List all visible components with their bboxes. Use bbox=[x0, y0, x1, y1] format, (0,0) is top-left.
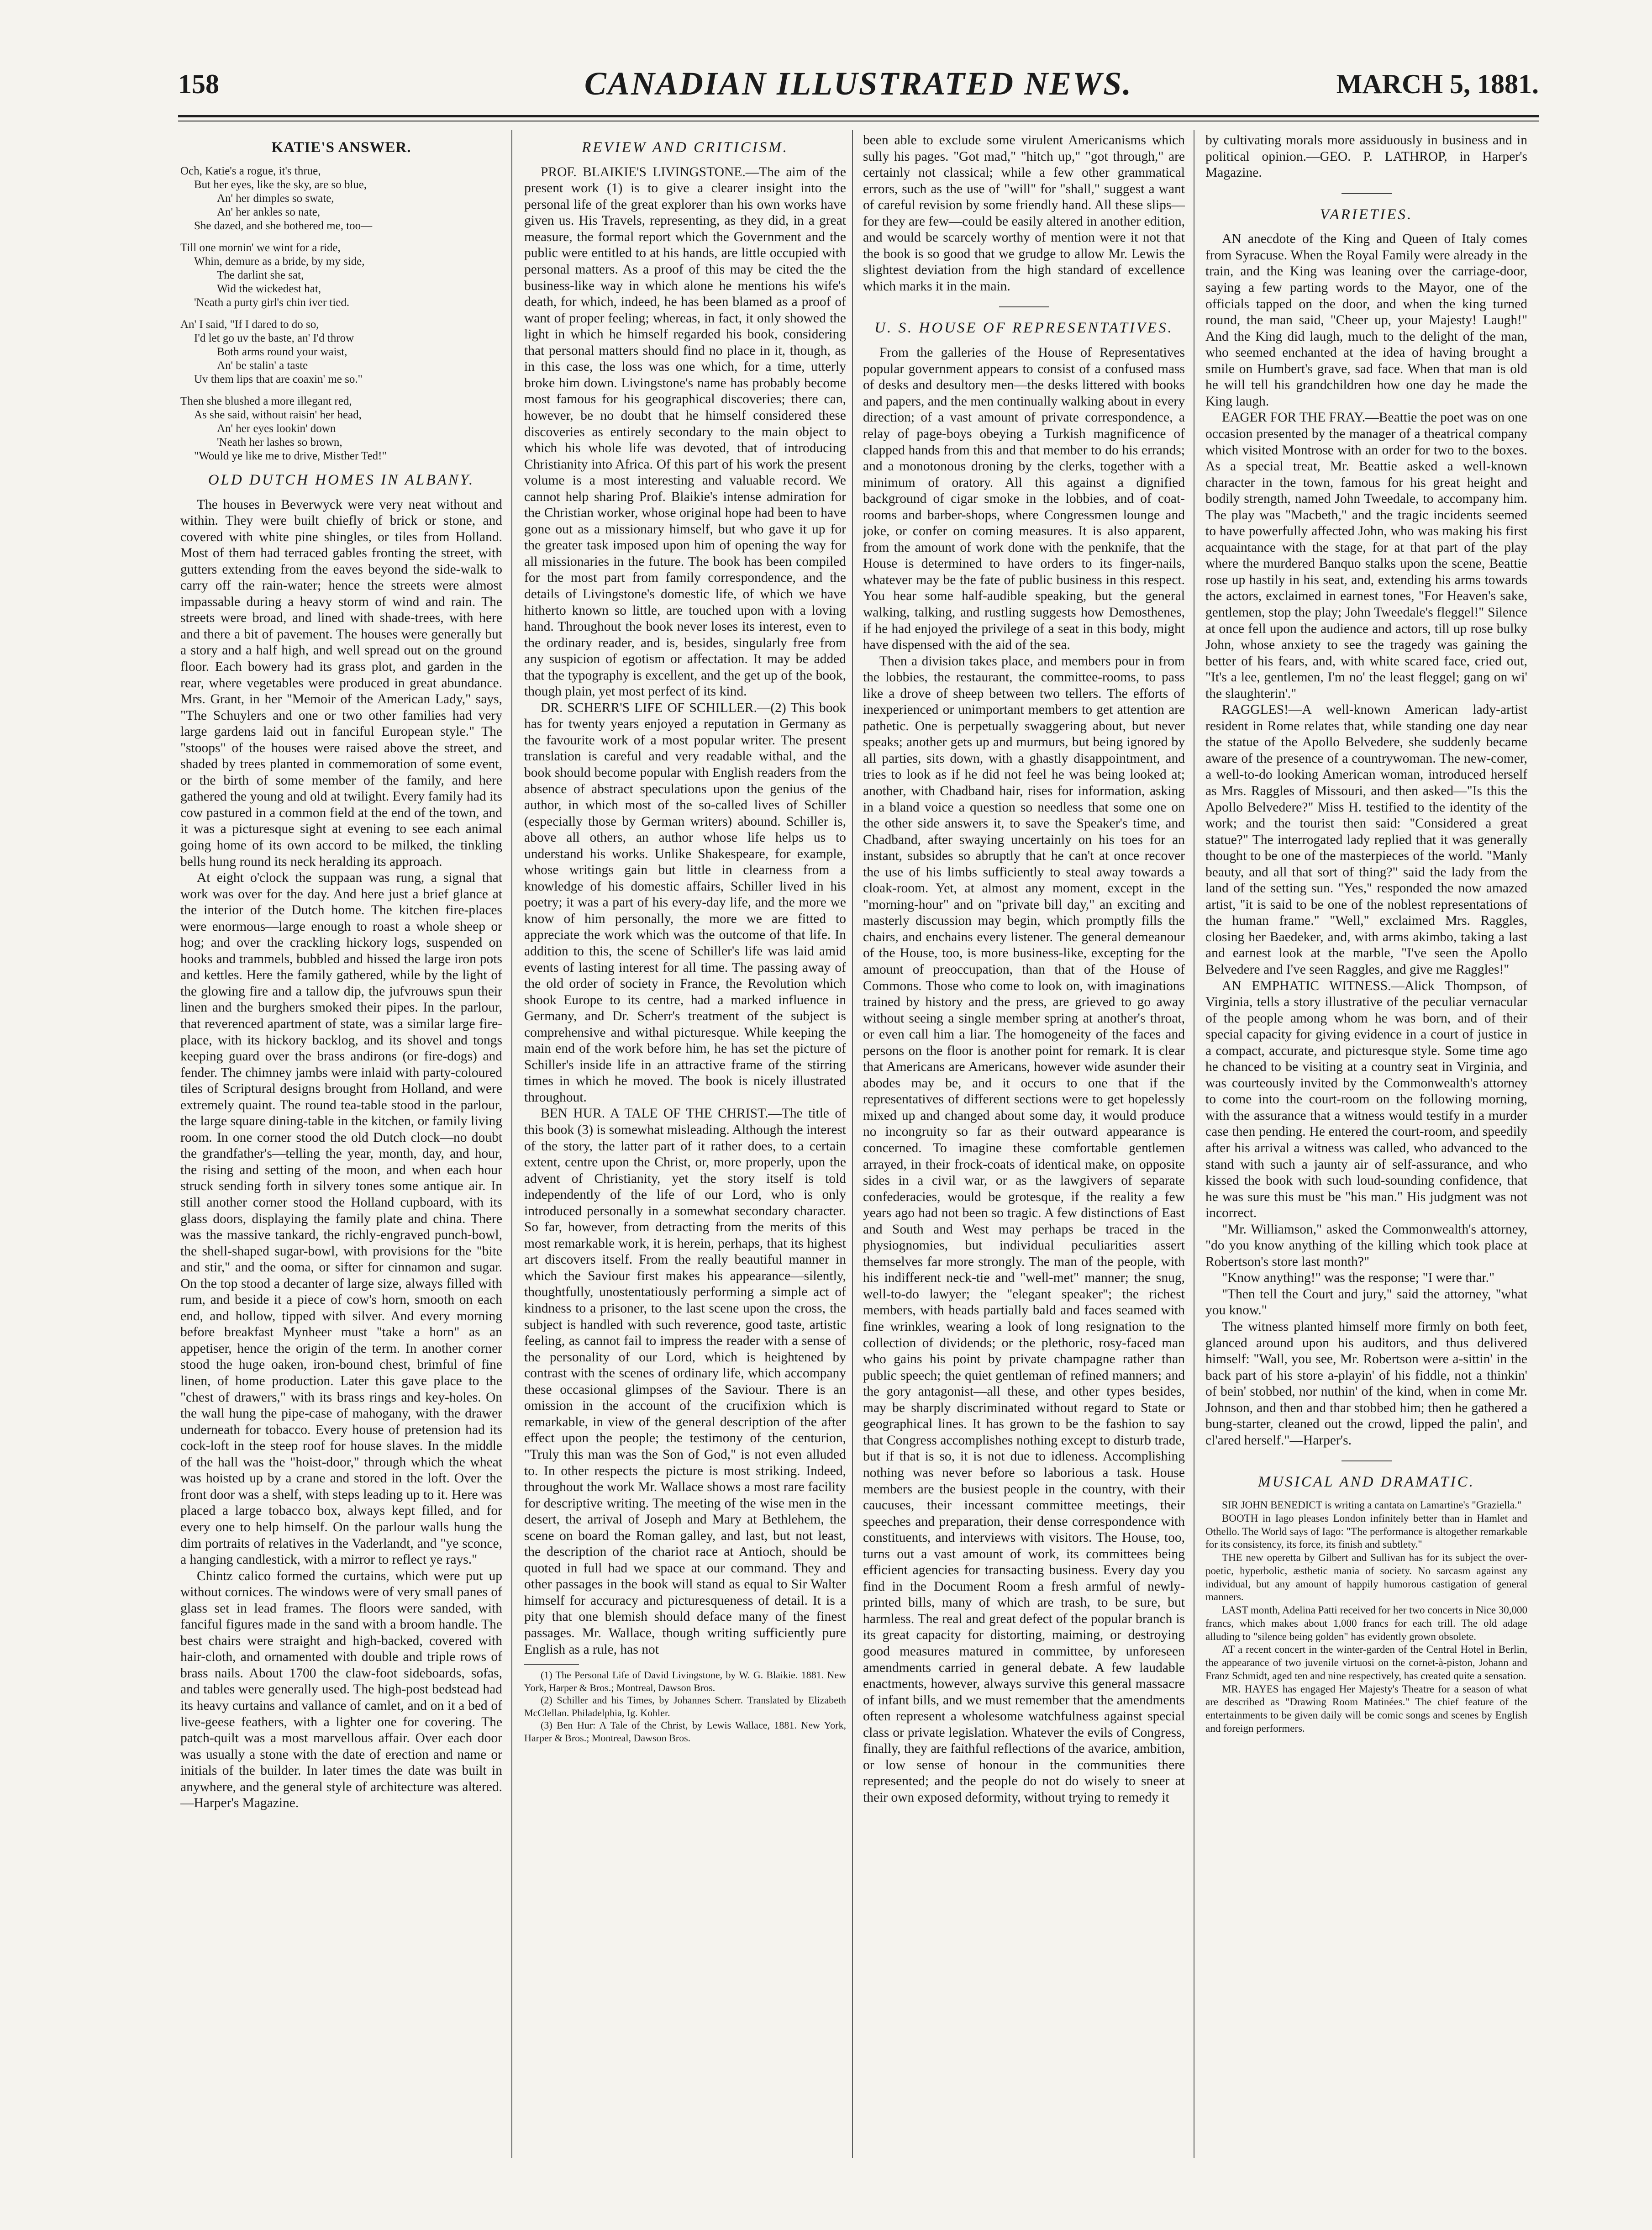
footnote: (2) Schiller and his Times, by Johannes Scherr. Translated by Elizabeth McClellan. Philadelphia, Ig. Kohler. bbox=[524, 1694, 846, 1719]
separator bbox=[999, 306, 1049, 307]
poem-line: "Would ye like me to drive, Misther Ted!" bbox=[194, 449, 387, 462]
header-rule bbox=[178, 115, 1539, 117]
issue-date: MARCH 5, 1881. bbox=[1336, 69, 1539, 99]
variety-item: The witness planted himself more firmly on both feet, glanced around upon his auditors, and thus delivered himself: "Wall, you see, Mr. Robertson were a-sittin' in the back part of his store a-playin' of his fiddle, not a thinkin' of bein' stobbed, nor nuthin' of the kind, when in come Mr. Johnson, and then and thar stobbed him; then he gathered a bung-starter, cleaned out the crowd, lipped the palin', and cl'ared herself."—Harper's. bbox=[1205, 1319, 1527, 1448]
poem bbox=[180, 164, 502, 463]
poem-line: Both arms round your waist, bbox=[217, 345, 347, 358]
poem-line: An' her dimples so swate, bbox=[217, 192, 334, 205]
music-item: SIR JOHN BENEDICT is writing a cantata on Lamartine's "Graziella." bbox=[1222, 1499, 1522, 1511]
poem-line: 'Neath a purty girl's chin iver tied. bbox=[194, 296, 350, 309]
poem-line: Whin, demure as a bride, by my side, bbox=[194, 255, 365, 268]
column-1 bbox=[180, 132, 502, 2156]
paragraph: Chintz calico formed the curtains, which were put up without cornices. The windows were of very small panes of glass set in lead frames. The floors were sanded, with fanciful figures made in the sand with a broom handle. The best chairs were straight and high-backed, covered with hair-cloth, and ornamented with double and triple rows of brass nails. About 1700 the claw-foot sideboards, sofas, and tables were generally used. The high-post bedstead had its heavy curtains and vallance of camlet, and on it a bed of live-geese feathers, with a lighter one for covering. The patch-quilt was a most marvellous affair. Over each door was usually a stone with the date of erection and name or initials of the builder. In later times the date was built in anywhere, and the general style of architecture was altered.—Harper's Magazine. bbox=[180, 1568, 502, 1811]
continued-text: been able to exclude some virulent Americanisms which sully his pages. "Got mad," "hitch up," "got through," are certainly not classical; while a few other grammatical errors, such as the use of "will" for "shall," suggest a want of careful revision by some friendly hand. All these slips—for they are few—could be easily altered in another edition, and would be scarcely worthy of mention were it not that the book is so good that we grudge to allow Mr. Lewis the slightest deviation from the high standard of excellence which marks it in the main. bbox=[863, 133, 1185, 294]
article-title: OLD DUTCH HOMES IN ALBANY. bbox=[208, 471, 475, 488]
poem-line: Then she blushed a more illegant red, bbox=[180, 395, 352, 407]
varieties bbox=[1205, 231, 1527, 1449]
poem-line: The darlint she sat, bbox=[217, 269, 304, 281]
poem-line: An' I said, "If I dared to do so, bbox=[180, 318, 319, 331]
poem-line: 'Neath her lashes so brown, bbox=[217, 436, 342, 448]
section-title: VARIETIES. bbox=[1320, 206, 1413, 223]
footnote: (3) Ben Hur: A Tale of the Christ, by Lewis Wallace, 1881. New York, Harper & Bros.; Montreal, Dawson Bros. bbox=[524, 1719, 846, 1744]
music-title: MUSICAL AND DRAMATIC. bbox=[1258, 1474, 1475, 1491]
variety-item: EAGER FOR THE FRAY.—Beattie the poet was on one occasion presented by the manager of a theatrical company which visited Montrose with an order for two to the boxes. As a special treat, Mr. Beattie asked a well-known character in the town, famous for his great height and bodily strength, named John Tweedale, to accompany him. The play was "Macbeth," and the tragic incidents seemed to have powerfully affected John, who was making his first acquaintance with the stage, for at that part of the play where the murdered Banquo stalks upon the scene, Beattie rose up hastily in his seat, and, extending his arms towards the actors, exclaimed in earnest tones, "For Heaven's sake, gentlemen, stop the play; John Tweedale's fleggel!" Silence at once fell upon the audience and actors, till up rose bulky John, whose anxiety to see the tragedy was gaining the better of his fears, and, with white scared face, cried out, "It's a lee, gentlemen, I'm no' the least fleggel; gang on wi' the slaughterin'." bbox=[1205, 410, 1527, 701]
variety-item: "Know anything!" was the response; "I were thar." bbox=[1222, 1271, 1495, 1286]
music-item: BOOTH in Iago pleases London infinitely better than in Hamlet and Othello. The World says of Iago: "The performance is altogether remarkable for its consistency, its force, its finish and subtlety." bbox=[1205, 1512, 1527, 1550]
variety-item: RAGGLES!—A well-known American lady-artist resident in Rome relates that, while standing one day near the statue of the Apollo Belvedere, she suddenly became aware of the presence of a countrywoman. The new-comer, a well-to-do looking American woman, introduced herself as Mrs. Raggles of Missouri, and then asked—"Is this the Apollo Belvedere?" Miss H. testified to the identity of the work; and the tourist then said: "Considered a great statue?" The interrogated lady replied that it was generally thought to be one of the masterpieces of the world. "Manly beauty, and all that sort of thing?" said the lady from the land of the setting sun. "Yes," responded the now amazed artist, "it is said to be one of the noblest representations of the human frame." "Well," exclaimed Mrs. Raggles, closing her Baedeker, and, with arms akimbo, taking a last and earnest look at the marble, "I've seen the Apollo Belvedere and I've seen Raggles, and give me Raggles!" bbox=[1205, 702, 1527, 977]
column-2 bbox=[524, 132, 846, 2156]
poem-stanza bbox=[180, 241, 502, 310]
article-body bbox=[180, 497, 502, 1812]
poem-line: An' her ankles so nate, bbox=[217, 206, 320, 218]
separator bbox=[1342, 193, 1392, 194]
poem-line: But her eyes, like the sky, are so blue, bbox=[194, 178, 367, 191]
poem-title: KATIE'S ANSWER. bbox=[271, 139, 411, 156]
continued-text: by cultivating morals more assiduously in business and in political opinion.—GEO. P. LATHROP, in Harper's Magazine. bbox=[1205, 133, 1527, 180]
poem-stanza bbox=[180, 164, 502, 233]
variety-item: "Then tell the Court and jury," said the attorney, "what you know." bbox=[1205, 1286, 1527, 1318]
paragraph: At eight o'clock the suppaan was rung, a signal that work was over for the day. And here just a brief glance at the interior of the Dutch home. The kitchen fire-places were enormous—large enough to roast a whole sheep or hog; and over the crackling hickory logs, suspended on hooks and trammels, bubbled and hissed the large iron pots and kettles. Here the family gathered, while by the light of the glowing fire and a tallow dip, the jufvrouws spun their linen and the burghers smoked their pipes. In the parlour, that reverenced apartment of state, was a similar large fire-place, with its hickory backlog, and its shovel and tongs keeping guard over the brass andirons (or fire-dogs) and fender. The chimney jambs were inlaid with party-coloured tiles of Scriptural designs brought from Holland, and were extremely quaint. The round tea-table stood in the parlour, the large square dining-table in the kitchen, or family living room. In one corner stood the old Dutch clock—no doubt the grandfather's—telling the year, month, day, and hour, the rising and setting of the moon, and when each hour struck sending forth in silvery tones some antique air. In still another corner stood the Holland cupboard, with its glass doors, displaying the family plate and china. There was the massive tankard, the richly-engraved punch-bowl, the shell-shaped sugar-bowl, with provisions for the "bite and stir," and the ooma, or sifter for cinnamon and sugar. On the top stood a decanter of large size, always filled with rum, and beside it a piece of cow's horn, smooth on each end, and hollow, tipped with silver. And every morning before breakfast Mynheer must "take a horn" as an appetiser, hence the origin of the term. In another corner stood the huge oaken, iron-bound chest, brimful of fine linen, of home production. Later this gave place to the "chest of drawers," with its brass rings and key-holes. On the wall hung the pipe-case of mahogany, with the drawer underneath for tobacco. Every house of pretension had its cock-loft in the steep roof for house slaves. In the middle of the hall was the "hoist-door," through which the wheat was hoisted up by a crane and stored in the loft. Over the front door was a shelf, with steps leading up to it. Here was placed a large tobacco box, always kept filled, and for every one to help himself. On the parlour walls hung the dim portraits of relatives in the Vaderlandt, and "ye sconce, a hanging candlestick, with a mirror to reflect ye rays." bbox=[180, 870, 502, 1567]
variety-item: "Mr. Williamson," asked the Commonwealth's attorney, "do you know anything of the killing which took place at Robertson's store last month?" bbox=[1205, 1222, 1527, 1269]
poem-line: An' her eyes lookin' down bbox=[217, 422, 336, 435]
music-items bbox=[1205, 1499, 1527, 1735]
column-divider bbox=[852, 130, 853, 2158]
article-body bbox=[863, 345, 1185, 1806]
poem-line: I'd let go uv the baste, an' I'd throw bbox=[194, 332, 354, 344]
poem-line: She dazed, and she bothered me, too— bbox=[194, 219, 373, 232]
review-paragraph: PROF. BLAIKIE'S LIVINGSTONE.—The aim of the present work (1) is to give a clearer insight into the personal life of the great explorer than his own works have given us. His Travels, representing, as they did, in a great measure, the formal report which the Government and the public were entitled to at his hands, are little occupied with personal matters. As a proof of this may be cited the the business-like way in which alone he mentions his wife's death, for which, indeed, he has been blamed as a proof of want of proper feeling; whereas, in fact, it only showed the light in which he himself regarded his book, considering that personal matters should find no place in it, though, as in this case, the loss was one which, for a time, utterly broke him down. Livingstone's name has probably become most famous for his geographical discoveries; there can, however, be no doubt that he himself considered these discoveries as entirely secondary to the main object to which his whole life was devoted, that of introducing Christianity into Africa. Of this part of his work the present volume is a most interesting and valuable record. We cannot help sharing Prof. Blaikie's intense admiration for the Christian worker, whose original hope had been to have gone out as a missionary himself, but who gave it up for the greater task imposed upon him of opening the way for all missionaries in the future. The book has been compiled for the most part from family correspondence, and the details of Livingstone's domestic life, of which we have hitherto known so little, are touched upon with a loving hand. Throughout the book never loses its interest, even to the ordinary reader, and is, besides, singularly free from any suspicion of egotism or affectation. It may be added that the typography is excellent, and the get up of the book, though plain, yet most perfect of its kind. bbox=[524, 164, 846, 699]
separator bbox=[1342, 1460, 1392, 1461]
section-title: REVIEW AND CRITICISM. bbox=[582, 139, 789, 156]
poem-line: As she said, without raisin' her head, bbox=[194, 408, 362, 421]
paragraph: The houses in Beverwyck were very neat without and within. They were built chiefly of brick or stone, and covered with white pine shingles, or tiles from Holland. Most of them had terraced gables fronting the street, with gutters extending from the eaves beyond the side-walk to carry off the rain-water; hence the streets were almost impassable during a heavy storm of wind and rain. The streets were broad, and lined with shade-trees, with here and there a bit of pavement. The houses were generally but a story and a half high, and well spread out on the ground floor. Each bowery had its grass plot, and garden in the rear, where vegetables were produced in great abundance. Mrs. Grant, in her "Memoir of the American Lady," says, "The Schuylers and one or two other families had very large gardens laid out in fanciful European style." The "stoops" of the houses were raised above the street, and shaded by trees planted in commemoration of some event, or the birth of some member of the family, and here gathered the young and old at twilight. Every family had its cow pastured in a common field at the end of the town, and it was a picturesque sight at evening to see each animal going home of its own accord to be milked, the tinkling bells hung round its neck heralding its approach. bbox=[180, 497, 502, 869]
poem-stanza bbox=[180, 318, 502, 386]
reviews bbox=[524, 164, 846, 1658]
section-title: U. S. HOUSE OF REPRESENTATIVES. bbox=[874, 320, 1173, 337]
column-divider bbox=[511, 130, 512, 2158]
music-item: AT a recent concert in the winter-garden of the Central Hotel in Berlin, the appearance of two juvenile virtuosi on the cornet-à-piston, Johann and Franz Schmidt, aged ten and nine respectively, has created quite a sensation. bbox=[1205, 1644, 1527, 1682]
column-4 bbox=[1205, 132, 1527, 2156]
music-item: MR. HAYES has engaged Her Majesty's Theatre for a season of what are described as "Drawing Room Matinées." The chief feature of the entertainments to be given daily will be comic songs and scenes by English and foreign performers. bbox=[1205, 1683, 1527, 1734]
footnotes bbox=[524, 1669, 846, 1744]
poem-line: Wid the wickedest hat, bbox=[217, 282, 321, 295]
footnote-rule bbox=[524, 1664, 579, 1665]
column-3 bbox=[863, 132, 1185, 2156]
review-paragraph: DR. SCHERR'S LIFE OF SCHILLER.—(2) This book has for twenty years enjoyed a reputation in Germany as the favourite work of a most popular writer. The present translation is careful and very readable withal, and the book should become popular with English readers from the absence of abstract speculations upon the genius of the author, in which most of the so-called lives of Schiller (especially those by German writers) abound. Schiller is, above all others, an author whose life helps us to understand his works. Unlike Shakespeare, for example, whose writings gain but little in clearness from a knowledge of his domestic affairs, Schiller lived in his poetry; it was a part of his every-day life, and the more we know of him personally, the more we are fitted to appreciate the work which was the outcome of that life. In addition to this, the scene of Schiller's life was laid amid events of lasting interest for all time. The passing away of the old order of society in France, the Revolution which shook Europe to its centre, had a marked influence in Germany, and Dr. Scherr's treatment of the subject is comprehensive and withal picturesque. While keeping the main end of the work before him, he has set the picture of Schiller's inside life in an attractive frame of the stirring times in which he moved. The book is nicely illustrated throughout. bbox=[524, 700, 846, 1105]
poem-line: An' be stalin' a taste bbox=[217, 359, 308, 372]
paragraph: Then a division takes place, and members pour in from the lobbies, the restaurant, the committee-rooms, to pass like a drove of sheep between two tellers. The efforts of inexperienced or unimportant members to get attention are pathetic. One is perpetually swaggering about, but never speaks; another gets up and murmurs, but being ignored by all parties, sits down, with a ghastly disappointment, and tries to look as if he did not feel he was being looked at; another, with Chadband hair, rises for information, asking in a bland voice a question so needless that some one on the other side answers it, to save the Speaker's time, and Chadband, after swaying uncertainly on his toes for an instant, subsides so abruptly that he can't at once recover the use of his limbs sufficiently to steal away towards a cloak-room. Yet, at almost any moment, except in the "morning-hour" and on "private bill day," an exciting and masterly discussion may begin, which promptly fills the chairs, and enchains every listener. The general demeanour of the House, too, is more business-like, excepting for the amount of preoccupation, than that of the House of Commons. Those who come to look on, with imaginations trained by history and the press, are grieved to go away without seeing a single member spring at another's throat, or even call him a liar. The homogeneity of the faces and persons on the floor is another point for remark. It is clear that Americans are Americans, however wide asunder their abodes may be, and it occurs to one that if the representatives of different sections were to get hopelessly mixed up and changed about some day, it would produce no incongruity so far as their outward appearance is concerned. To imagine these comfortable gentlemen arrayed, in their frock-coats of identical make, on opposite sides in a civil war, or as the lawgivers of separate confederacies, would be grotesque, if the reality a few years ago had not been so tragic. A few distinctions of East and South and West may perhaps be traced in the physiognomies, but individual peculiarities assert themselves far more strongly. The man of the people, with his indifferent neck-tie and "well-met" manner; the snug, well-to-do lawyer; the "elegant speaker"; the richest members, with heads partially bald and faces seamed with fine wrinkles, wearing a look of long resignation to the collection of dividends; or the plethoric, rosy-faced man who gains his point by private champagne rather than public speech; the quiet gentleman of refined manners; and the gory antagonist—all these, and other types besides, may be sharply discriminated without regard to State or geographical lines. It has grown to be the fashion to say that Congress accomplishes nothing except to disturb trade, but if that is so, it is not due to idleness. Accomplishing nothing was never before so laborious a task. House members are the busiest people in the country, with their caucuses, their incessant committee meetings, their speeches and preparation, their dense correspondence with constituents, and interviews with visitors. The House, too, turns out a vast amount of work, its committees being efficient agencies for transacting business. Every day you find in the Document Room a fresh armful of newly-printed bills, many of which are trash, to be sure, but harmless. The real and great defect of the popular branch is its great capacity for distorting, maiming, or destroying good measures matured in committee, by unforeseen amendments carried in general debate. A few laudable enactments, however, always survive this general massacre of infant bills, and we must remember that the amendments often represent a wholesome watchfulness against special class or private legislation. Whatever the evils of Congress, finally, they are faithful reflections of the avarice, ambition, or low sense of honour in the communities there represented; and the people do not do wisely to sneer at their own exposed deformity, without trying to remedy it bbox=[863, 654, 1185, 1805]
variety-item: AN EMPHATIC WITNESS.—Alick Thompson, of Virginia, tells a story illustrative of the peculiar vernacular of the people among whom he was born, and of their special capacity for giving evidence in a court of justice in a compact, accurate, and picturesque style. Some time ago he chanced to be visiting at a country seat in Virginia, and was courteously invited by the Commonwealth's attorney to come into the court-room on the following morning, with the assurance that a witness would testify in a murder case then pending. He entered the court-room, and speedily after his arrival a witness was called, who advanced to the stand with such a jaunty air of self-assurance, and who kissed the book with such loud-sounding confidence, that he was sure this must be "his man." His judgment was not incorrect. bbox=[1205, 978, 1527, 1221]
paragraph: From the galleries of the House of Representatives popular government appears to consist of a confused mass of desks and desultory men—the desks littered with books and papers, and the men continually walking about in every direction; of a vast amount of private correspondence, a relay of page-boys obeying a Turkish magnificence of clapped hands from this and that member to do his errands; and a monotonous droning by the clerks, together with a minimum of oratory. All this against a dignified background of cigar smoke in the lobbies, and of coat-rooms and barber-shops, where Congressmen lounge and joke, or confer on coming measures. It is also apparent, from the amount of work done with the penknife, that the House is determined to have orders to its finger-nails, whatever may be the fate of public business in this respect. You hear some half-audible speaking, but the general walking, talking, and rustling suggests how Demosthenes, if he had enjoyed the privilege of a seat in this body, might have dispensed with the aid of the sea. bbox=[863, 345, 1185, 653]
review-paragraph: BEN HUR. A TALE OF THE CHRIST.—The title of this book (3) is somewhat misleading. Although the interest of the story, the latter part of it rather does, to a certain extent, centre upon the Christ, or, more properly, upon the advent of Christianity, yet the story itself is told independently of the life of our Lord, who is only introduced personally in a somewhat secondary character. So far, however, from detracting from the merits of this most remarkable work, it is herein, perhaps, that its highest art discovers itself. From the really beautiful manner in which the Saviour first makes his appearance—silently, thoughtfully, unostentatiously performing a simple act of kindness to a prisoner, to the last scene upon the cross, the subject is handled with such reverence, good taste, artistic feeling, as cannot fail to impress the reader with a sense of the personality of our Lord, which is heightened by contrast with the scenes of ordinary life, which accompany these occasional glimpses of the Saviour. There is an omission in the account of the crucifixion which is remarkable, in view of the general description of the after effect upon the people; the testimony of the centurion, "Truly this man was the Son of God," is not even alluded to. In other respects the picture is most striking. Indeed, throughout the work Mr. Wallace shows a most rare facility for descriptive writing. The meeting of the wise men in the desert, the arrival of Joseph and Mary at Bethlehem, the scene on board the Roman galley, and last, but not least, the description of the chariot race at Antioch, should be quoted in full had we space at our command. They and other passages in the book will stand as equal to Sir Walter himself for accuracy and picturesqueness of detail. It is a pity that one blemish should deface many of the finest passages. Mr. Wallace, though writing sufficiently pure English as a rule, has not bbox=[524, 1106, 846, 1657]
page-number: 158 bbox=[178, 69, 219, 99]
music-item: LAST month, Adelina Patti received for her two concerts in Nice 30,000 francs, which makes about 1,000 francs for each trill. The old adage alluding to "silence being golden" has evidently grown obsolete. bbox=[1205, 1604, 1527, 1642]
music-item: THE new operetta by Gilbert and Sullivan has for its subject the over-poetic, hyperbolic, æsthetic mania of society. No sarcasm against any individual, but any amount of happily humorous castigation of general manners. bbox=[1205, 1552, 1527, 1603]
poem-line: Till one mornin' we wint for a ride, bbox=[180, 241, 341, 254]
masthead: CANADIAN ILLUSTRATED NEWS. bbox=[584, 65, 1133, 102]
variety-item: AN anecdote of the King and Queen of Italy comes from Syracuse. When the Royal Family were already in the train, and the King was leaning over the carriage-door, saying a few parting words to the Mayor, one of the officials tapped on the door, and when the king turned round, the man said, "Cheer up, your Majesty! Laugh!" And the King did laugh, much to the delight of the man, who seemed enchanted at the idea of having brought a smile on Humbert's grave, sad face. When that man is old he will tell his grandchildren how one day he made the King laugh. bbox=[1205, 232, 1527, 409]
page-header bbox=[178, 59, 1539, 110]
poem-line: Och, Katie's a rogue, it's thrue, bbox=[180, 164, 321, 177]
poem-stanza bbox=[180, 395, 502, 463]
poem-line: Uv them lips that are coaxin' me so." bbox=[194, 373, 363, 385]
footnote: (1) The Personal Life of David Livingstone, by W. G. Blaikie. 1881. New York, Harper & Bros.; Montreal, Dawson Bros. bbox=[524, 1669, 846, 1693]
